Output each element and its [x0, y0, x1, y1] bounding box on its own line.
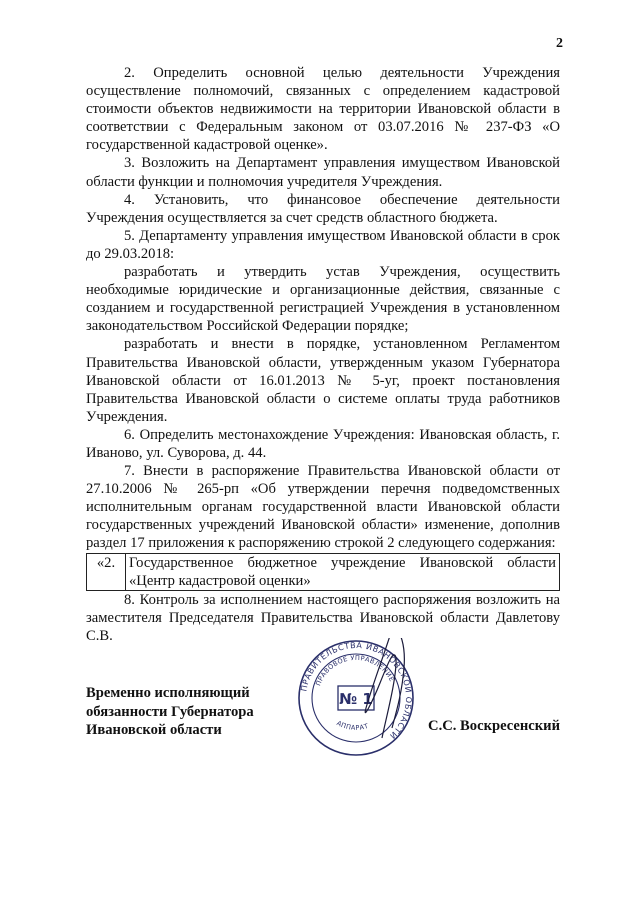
signatory-title-line: Ивановской области [86, 722, 222, 738]
paragraph-2: 2. Определить основной целью деятельности Учреждения осуществление полномочий, связанных с определением кадастровой стоимости объектов недвижимости на территории Ивановской области в соответствии с Федеральным законом от 03.07.2016 № 237-ФЗ «О государственной кадастровой оценке». [86, 65, 560, 154]
official-stamp [296, 638, 416, 758]
annex-table [86, 553, 560, 591]
paragraph-4: 4. Установить, что финансовое обеспечение деятельности Учреждения осуществляется за счет средств областного бюджета. [86, 191, 560, 226]
stamp-center-text: № 1 [339, 690, 373, 708]
table-row [87, 553, 560, 590]
paragraph-5: 5. Департаменту управления имуществом Ивановской области в срок до 29.03.2018: [86, 227, 560, 262]
stamp-bottom-text: АППАРАТ [335, 719, 370, 732]
paragraph-5-item-2: разработать и внести в порядке, установленном Регламентом Правительства Ивановской области, утвержденным указом Губернатора Ивановской области от 16.01.2013 № 5-уг, проект постановления Правительства Ивановской области о системе оплаты труда работников Учреждения. [86, 336, 560, 425]
paragraph-7: 7. Внести в распоряжение Правительства Ивановской области от 27.10.2006 № 265-рп «Об утверждении перечня подведомственных исполнительным органам государственной власти Ивановской области государственных учреждений Ивановской области» изменение, дополнив раздел 17 приложения к распоряжению строкой 2 следующего содержания: [86, 463, 560, 552]
paragraph-3: 3. Возложить на Департамент управления имуществом Ивановской области функции и полномочия учредителя Учреждения. [86, 155, 560, 190]
signatory-title-line: обязанности Губернатора [86, 703, 254, 720]
table-row-number: «2. [87, 553, 126, 590]
paragraph-6: 6. Определить местонахождение Учреждения: Ивановская область, г. Иваново, ул. Суворова, д. 44. [86, 426, 560, 461]
table-row-text: Государственное бюджетное учреждение Ивановской области «Центр кадастровой оценки» [126, 553, 560, 590]
paragraph-8: 8. Контроль за исполнением настоящего распоряжения возложить на заместителя Председателя Правительства Ивановской области Давлетову С.В. [86, 591, 560, 644]
signature-block [86, 640, 560, 804]
stamp-inner-text: ПРАВОВОЕ УПРАВЛЕНИЕ [314, 653, 396, 687]
signatory-title [86, 684, 286, 740]
signatory-title-line: Временно исполняющий [86, 685, 250, 701]
svg-text:АППАРАТ [335, 719, 369, 732]
paragraph-5-item-1: разработать и утвердить устав Учреждения, осуществить необходимые юридические и организационные действия, связанные с созданием и государственной регистрацией Учреждения в установленном законодательством Российской Федерации порядке; [86, 264, 560, 335]
signatory-name: С.С. Воскресенский [428, 718, 560, 734]
stamp-outer-text: ПРАВИТЕЛЬСТВА ИВАНОВСКОЙ ОБЛАСТИ [299, 640, 414, 741]
document-body [86, 64, 560, 645]
page-number: 2 [556, 36, 563, 51]
